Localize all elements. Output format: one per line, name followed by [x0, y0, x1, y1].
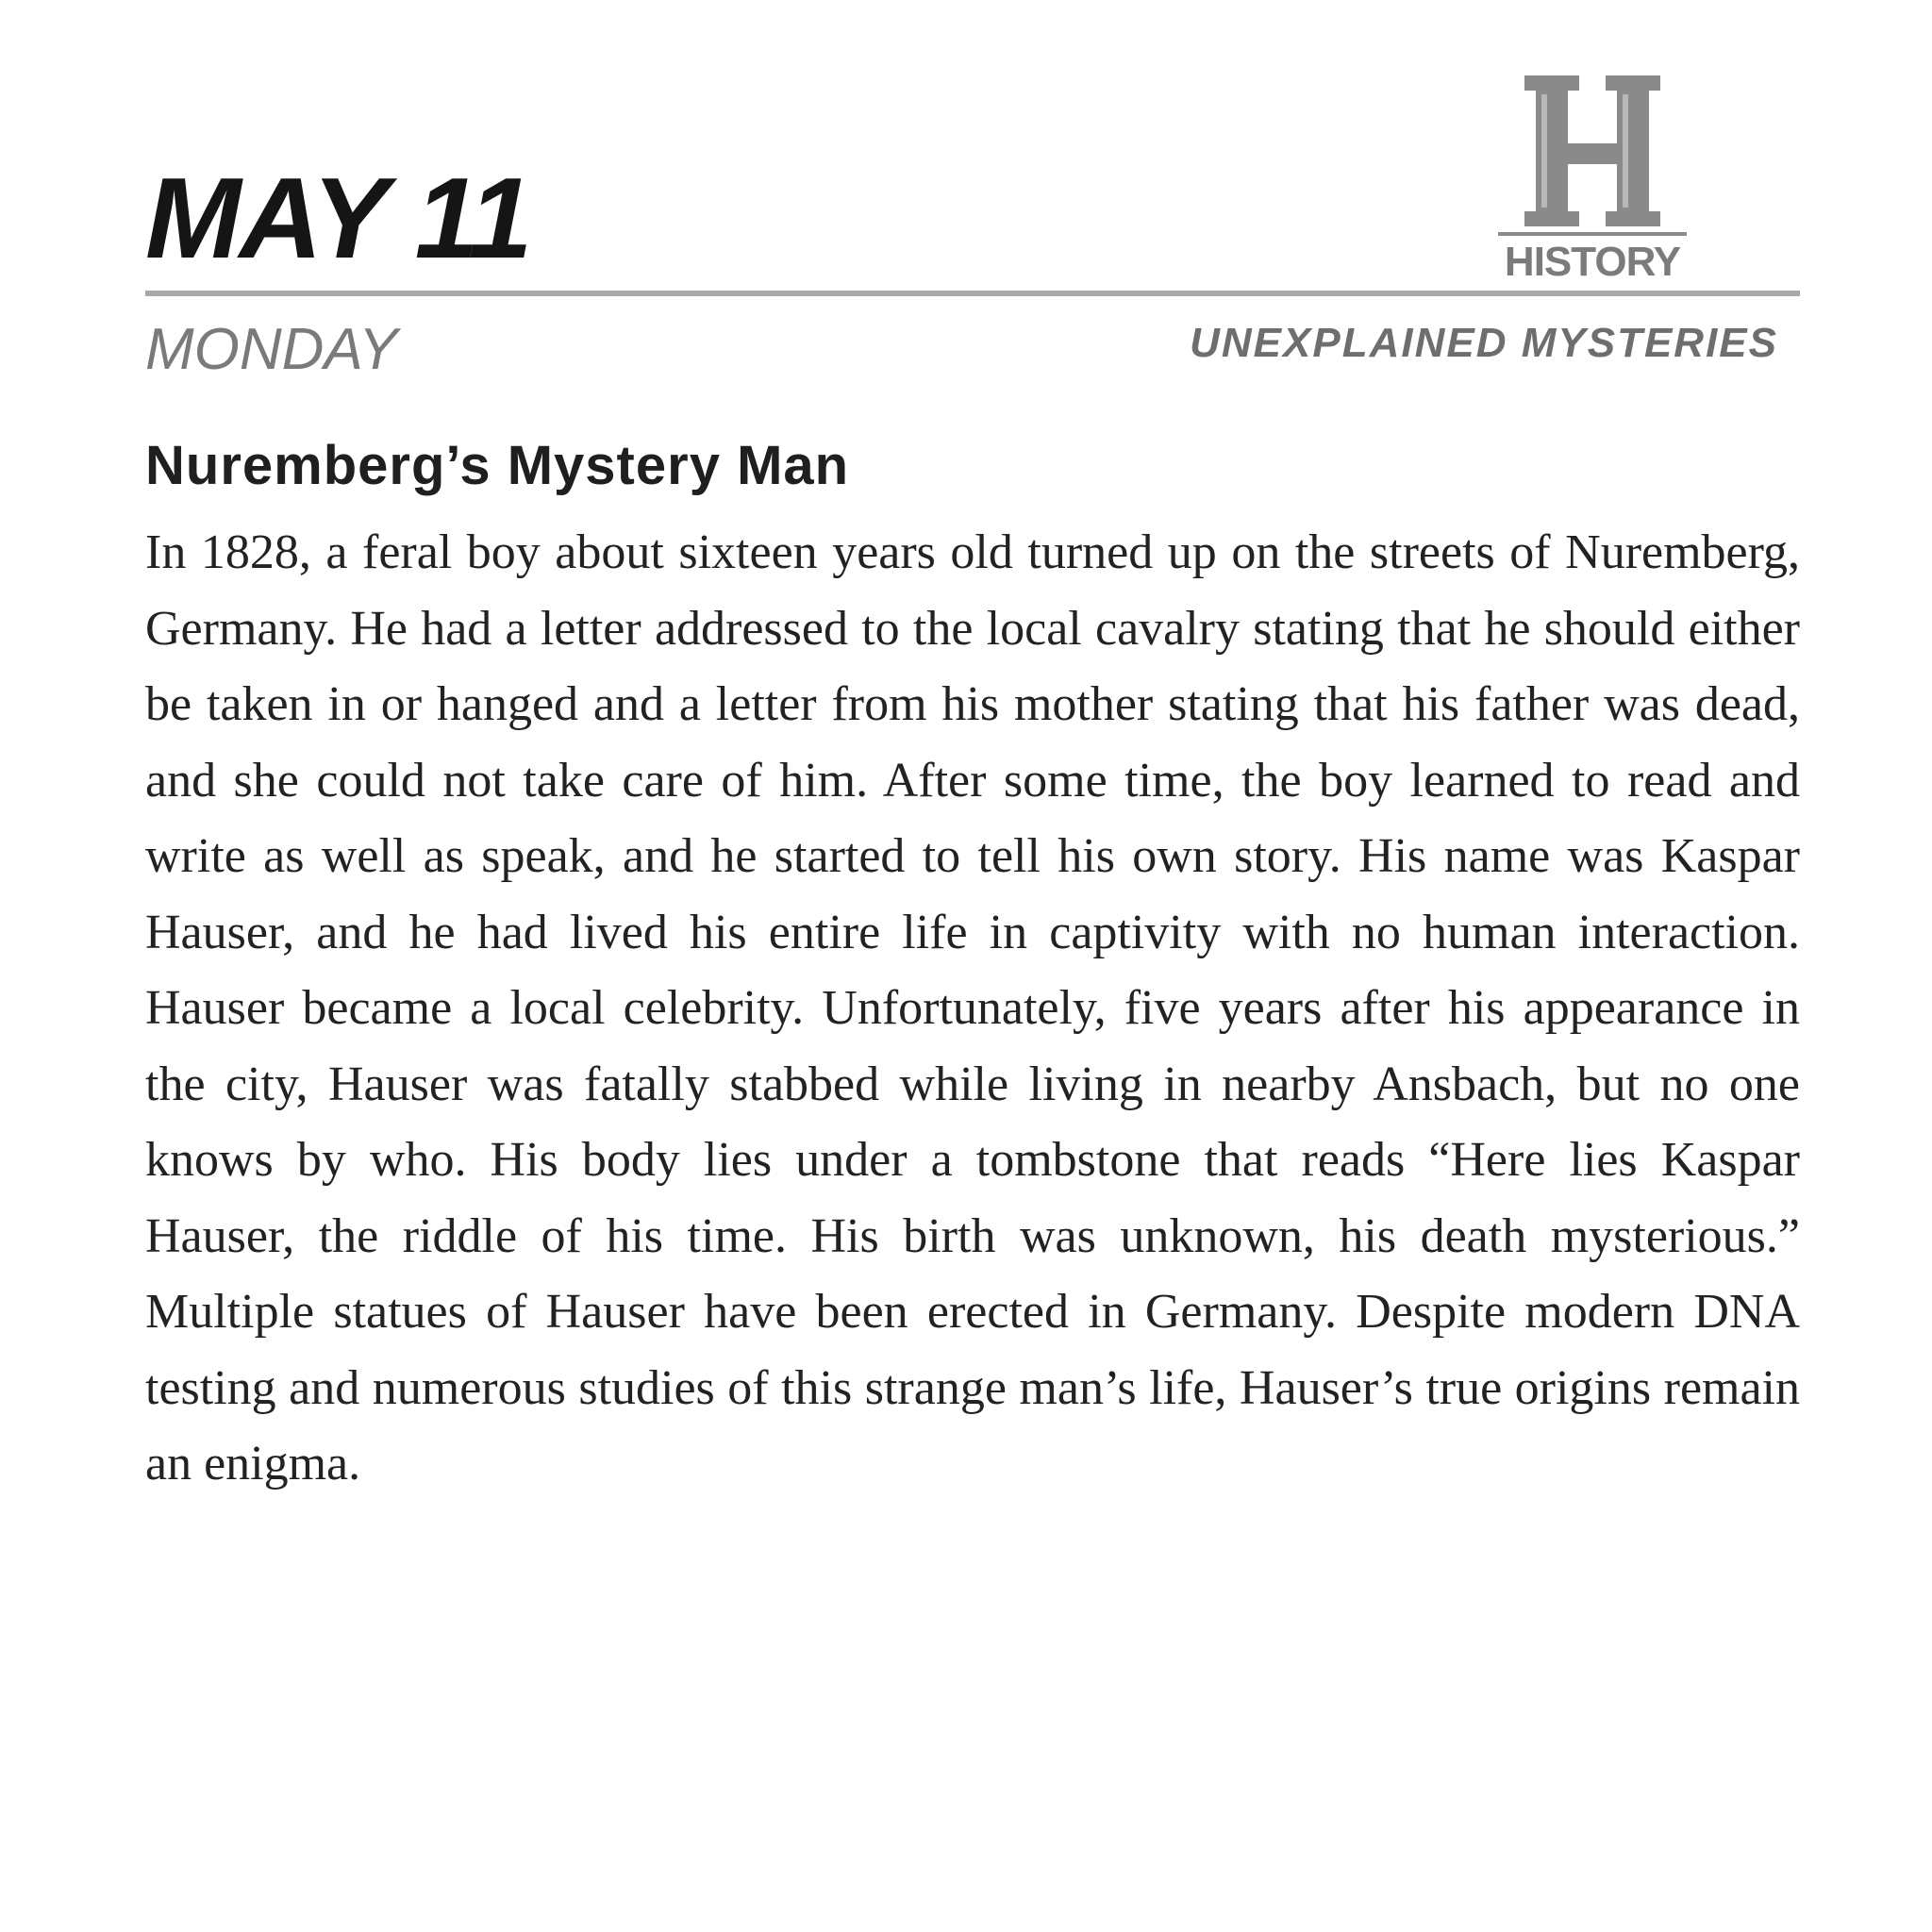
page-weekday: MONDAY	[145, 317, 398, 382]
history-h-logo-icon	[1498, 72, 1687, 242]
header-divider	[145, 291, 1800, 296]
article-title: Nuremberg’s Mystery Man	[145, 435, 850, 496]
article-body: In 1828, a feral boy about sixteen years old turned up on the streets of Nuremberg, Germany. He had a letter addressed to the local cavalry stating that he should either be taken in or hanged and a letter from his mother stating that his father was dead, and she could not take care of him. After some time, the boy learned to read and write as well as speak, and he started to tell his own story. His name was Kaspar Hauser, and he had lived his entire life in captivity with no human interaction. Hauser became a local celebrity. Unfortunately, five years after his appearance in the city, Hauser was fatally stabbed while living in nearby Ansbach, but no one knows by who. His body lies under a tombstone that reads “Here lies Kaspar Hauser, the riddle of his time. His birth was unknown, his death mysterious.” Multiple statues of Hauser have been erected in Germany. Despite modern DNA testing and numerous studies of this strange man’s life, Hauser’s true origins remain an enigma.	[145, 525, 1800, 1491]
page-category: UNEXPLAINED MYSTERIES	[1190, 320, 1778, 366]
history-logo-text: HISTORY	[1504, 239, 1681, 285]
page-date: MAY 11	[145, 154, 531, 282]
history-logo	[1498, 72, 1687, 285]
